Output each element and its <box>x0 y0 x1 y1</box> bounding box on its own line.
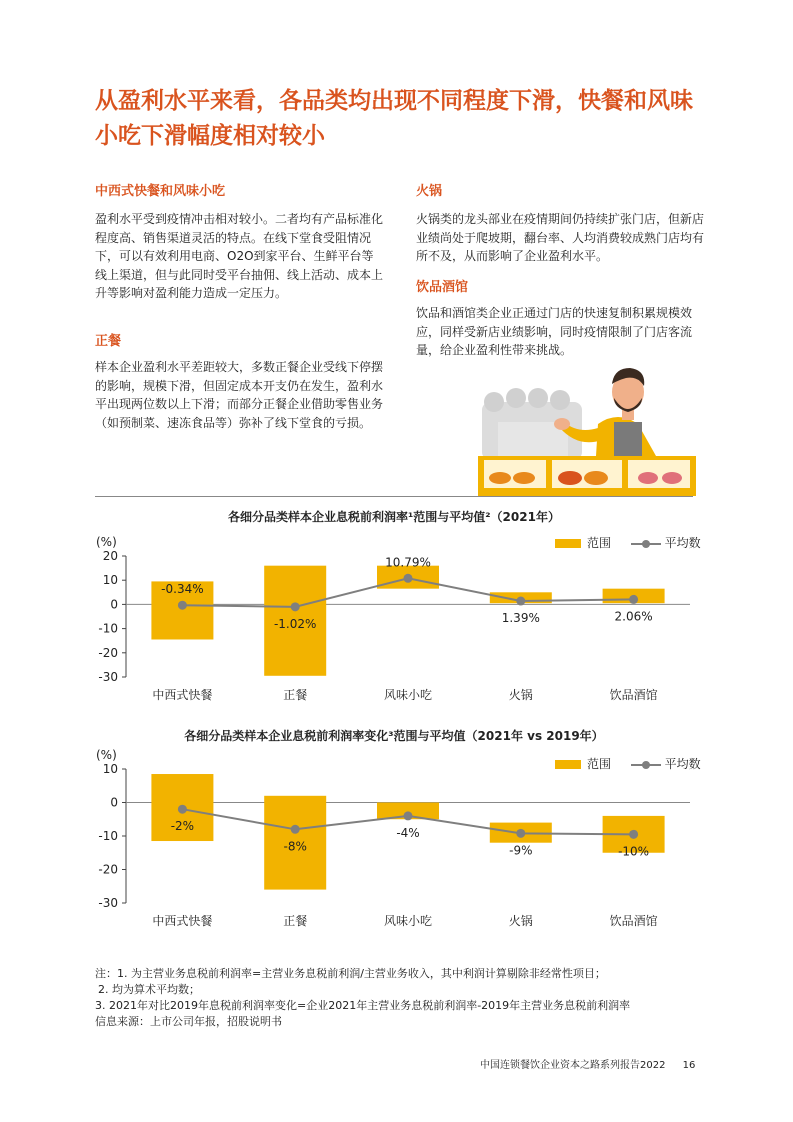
average-data-label: -2% <box>170 819 195 834</box>
x-category-label: 火锅 <box>508 688 533 702</box>
note-3: 3. 2021年对比2019年息税前利润率变化=企业2021年主营业务息税前利润率-2019年主营业务息税前利润率 <box>95 999 631 1012</box>
footer-report-name: 中国连锁餐饮企业资本之路系列报告2022 <box>480 1060 666 1071</box>
heading-formal: 正餐 <box>95 334 122 349</box>
x-category-label: 中西式快餐 <box>152 688 213 702</box>
average-point <box>178 805 187 814</box>
y-tick-label: -20 <box>98 645 118 660</box>
average-data-label: -8% <box>283 839 307 854</box>
average-point <box>291 825 300 834</box>
note-2: 2. 均为算术平均数； <box>98 983 200 996</box>
y-tick-label: -20 <box>98 862 118 877</box>
x-category-label: 风味小吃 <box>383 914 433 928</box>
x-category-label: 火锅 <box>508 914 533 928</box>
average-point <box>291 602 300 611</box>
legend-average-label: 平均数 <box>664 536 701 550</box>
average-data-label: -9% <box>509 843 533 858</box>
x-category-label: 饮品酒馆 <box>609 914 658 928</box>
legend-average-label: 平均数 <box>664 757 701 771</box>
x-category-label: 正餐 <box>283 688 308 702</box>
average-data-label: 1.39% <box>501 611 540 626</box>
y-tick-label: 10 <box>102 573 118 588</box>
y-tick-label: -30 <box>98 670 118 684</box>
average-point <box>178 601 187 610</box>
y-axis-unit: (%) <box>96 535 117 549</box>
text-formal: 样本企业盈利水平差距较大，多数正餐企业受线下停摆的影响，规模下滑，但固定成本开支仍在发生，盈利水平出现两位数以上下滑；而部分正餐企业借助零售业务（如预制菜、速冻食品等）弥补了线下堂食的亏损。 <box>95 360 384 430</box>
chart2 <box>90 738 700 928</box>
y-tick-label: -30 <box>98 896 118 910</box>
x-category-label: 中西式快餐 <box>152 914 213 928</box>
average-data-label: -1.02% <box>273 616 317 631</box>
heading-hotpot: 火锅 <box>416 184 443 199</box>
average-data-label: -0.34% <box>161 582 204 597</box>
average-point <box>516 829 525 838</box>
legend-range-label: 范围 <box>587 757 612 771</box>
average-data-label: -4% <box>396 825 420 840</box>
section-divider <box>95 496 693 497</box>
legend-range-label: 范围 <box>587 536 612 550</box>
note-1: 注：1. 为主营业务息税前利润率=主营业务息税前利润/主营业务收入，其中利润计算剔除非经常性项目； <box>95 967 606 980</box>
chart1-title: 各细分品类样本企业息税前利润率¹范围与平均值²（2021年） <box>228 510 560 524</box>
footer <box>480 1056 695 1071</box>
page-number: 16 <box>682 1060 696 1071</box>
page-title: 从盈利水平来看，各品类均出现不同程度下滑，快餐和风味小吃下滑幅度相对较小 <box>95 88 693 149</box>
average-data-label: 2.06% <box>614 609 653 624</box>
y-tick-label: 0 <box>110 795 118 810</box>
y-tick-label: -10 <box>98 829 118 843</box>
chart2-title: 各细分品类样本企业息税前利润率变化³范围与平均值（2021年 vs 2019年） <box>184 729 604 743</box>
text-hotpot: 火锅类的龙头部业在疫情期间仍持续扩张门店，但新店业绩尚处于爬坡期，翻台率、人均消费较成熟门店均有所不及，从而影响了企业盈利水平。 <box>416 212 705 263</box>
average-point <box>629 595 638 604</box>
notes <box>95 966 630 1030</box>
y-tick-label: 20 <box>102 549 118 563</box>
chart1 <box>90 520 700 710</box>
text-fast-food: 盈利水平受到疫情冲击相对较小。二者均有产品标准化程度高、销售渠道灵活的特点。在线下堂食受阻情况下，可以有效利用电商、O2O到家平台、生鲜平台等线上渠道，但与此同时受平台抽佣、线上活动、成本上升等影响对盈利能力造成一定压力。 <box>95 212 384 300</box>
y-axis-unit: (%) <box>96 748 117 762</box>
y-tick-label: -10 <box>98 621 118 636</box>
average-point <box>404 574 413 583</box>
average-data-label: 10.79% <box>385 555 431 570</box>
text-drinks: 饮品和酒馆类企业正通过门店的快速复制积累规模效应，同样受新店业绩影响，同时疫情限制了门店客流量，给企业盈利性带来挑战。 <box>416 306 693 357</box>
average-point <box>404 811 413 820</box>
heading-fast-food: 中西式快餐和风味小吃 <box>95 184 226 199</box>
average-point <box>629 830 638 839</box>
x-category-label: 正餐 <box>283 914 308 928</box>
average-data-label: -10% <box>618 844 650 859</box>
chef-illustration <box>478 362 696 496</box>
y-tick-label: 0 <box>110 597 118 612</box>
x-category-label: 饮品酒馆 <box>609 688 658 702</box>
average-point <box>516 597 525 606</box>
y-tick-label: 10 <box>102 762 118 776</box>
x-category-label: 风味小吃 <box>383 688 433 702</box>
note-source: 信息来源：上市公司年报，招股说明书 <box>95 1015 282 1028</box>
heading-drinks: 饮品酒馆 <box>416 280 469 295</box>
